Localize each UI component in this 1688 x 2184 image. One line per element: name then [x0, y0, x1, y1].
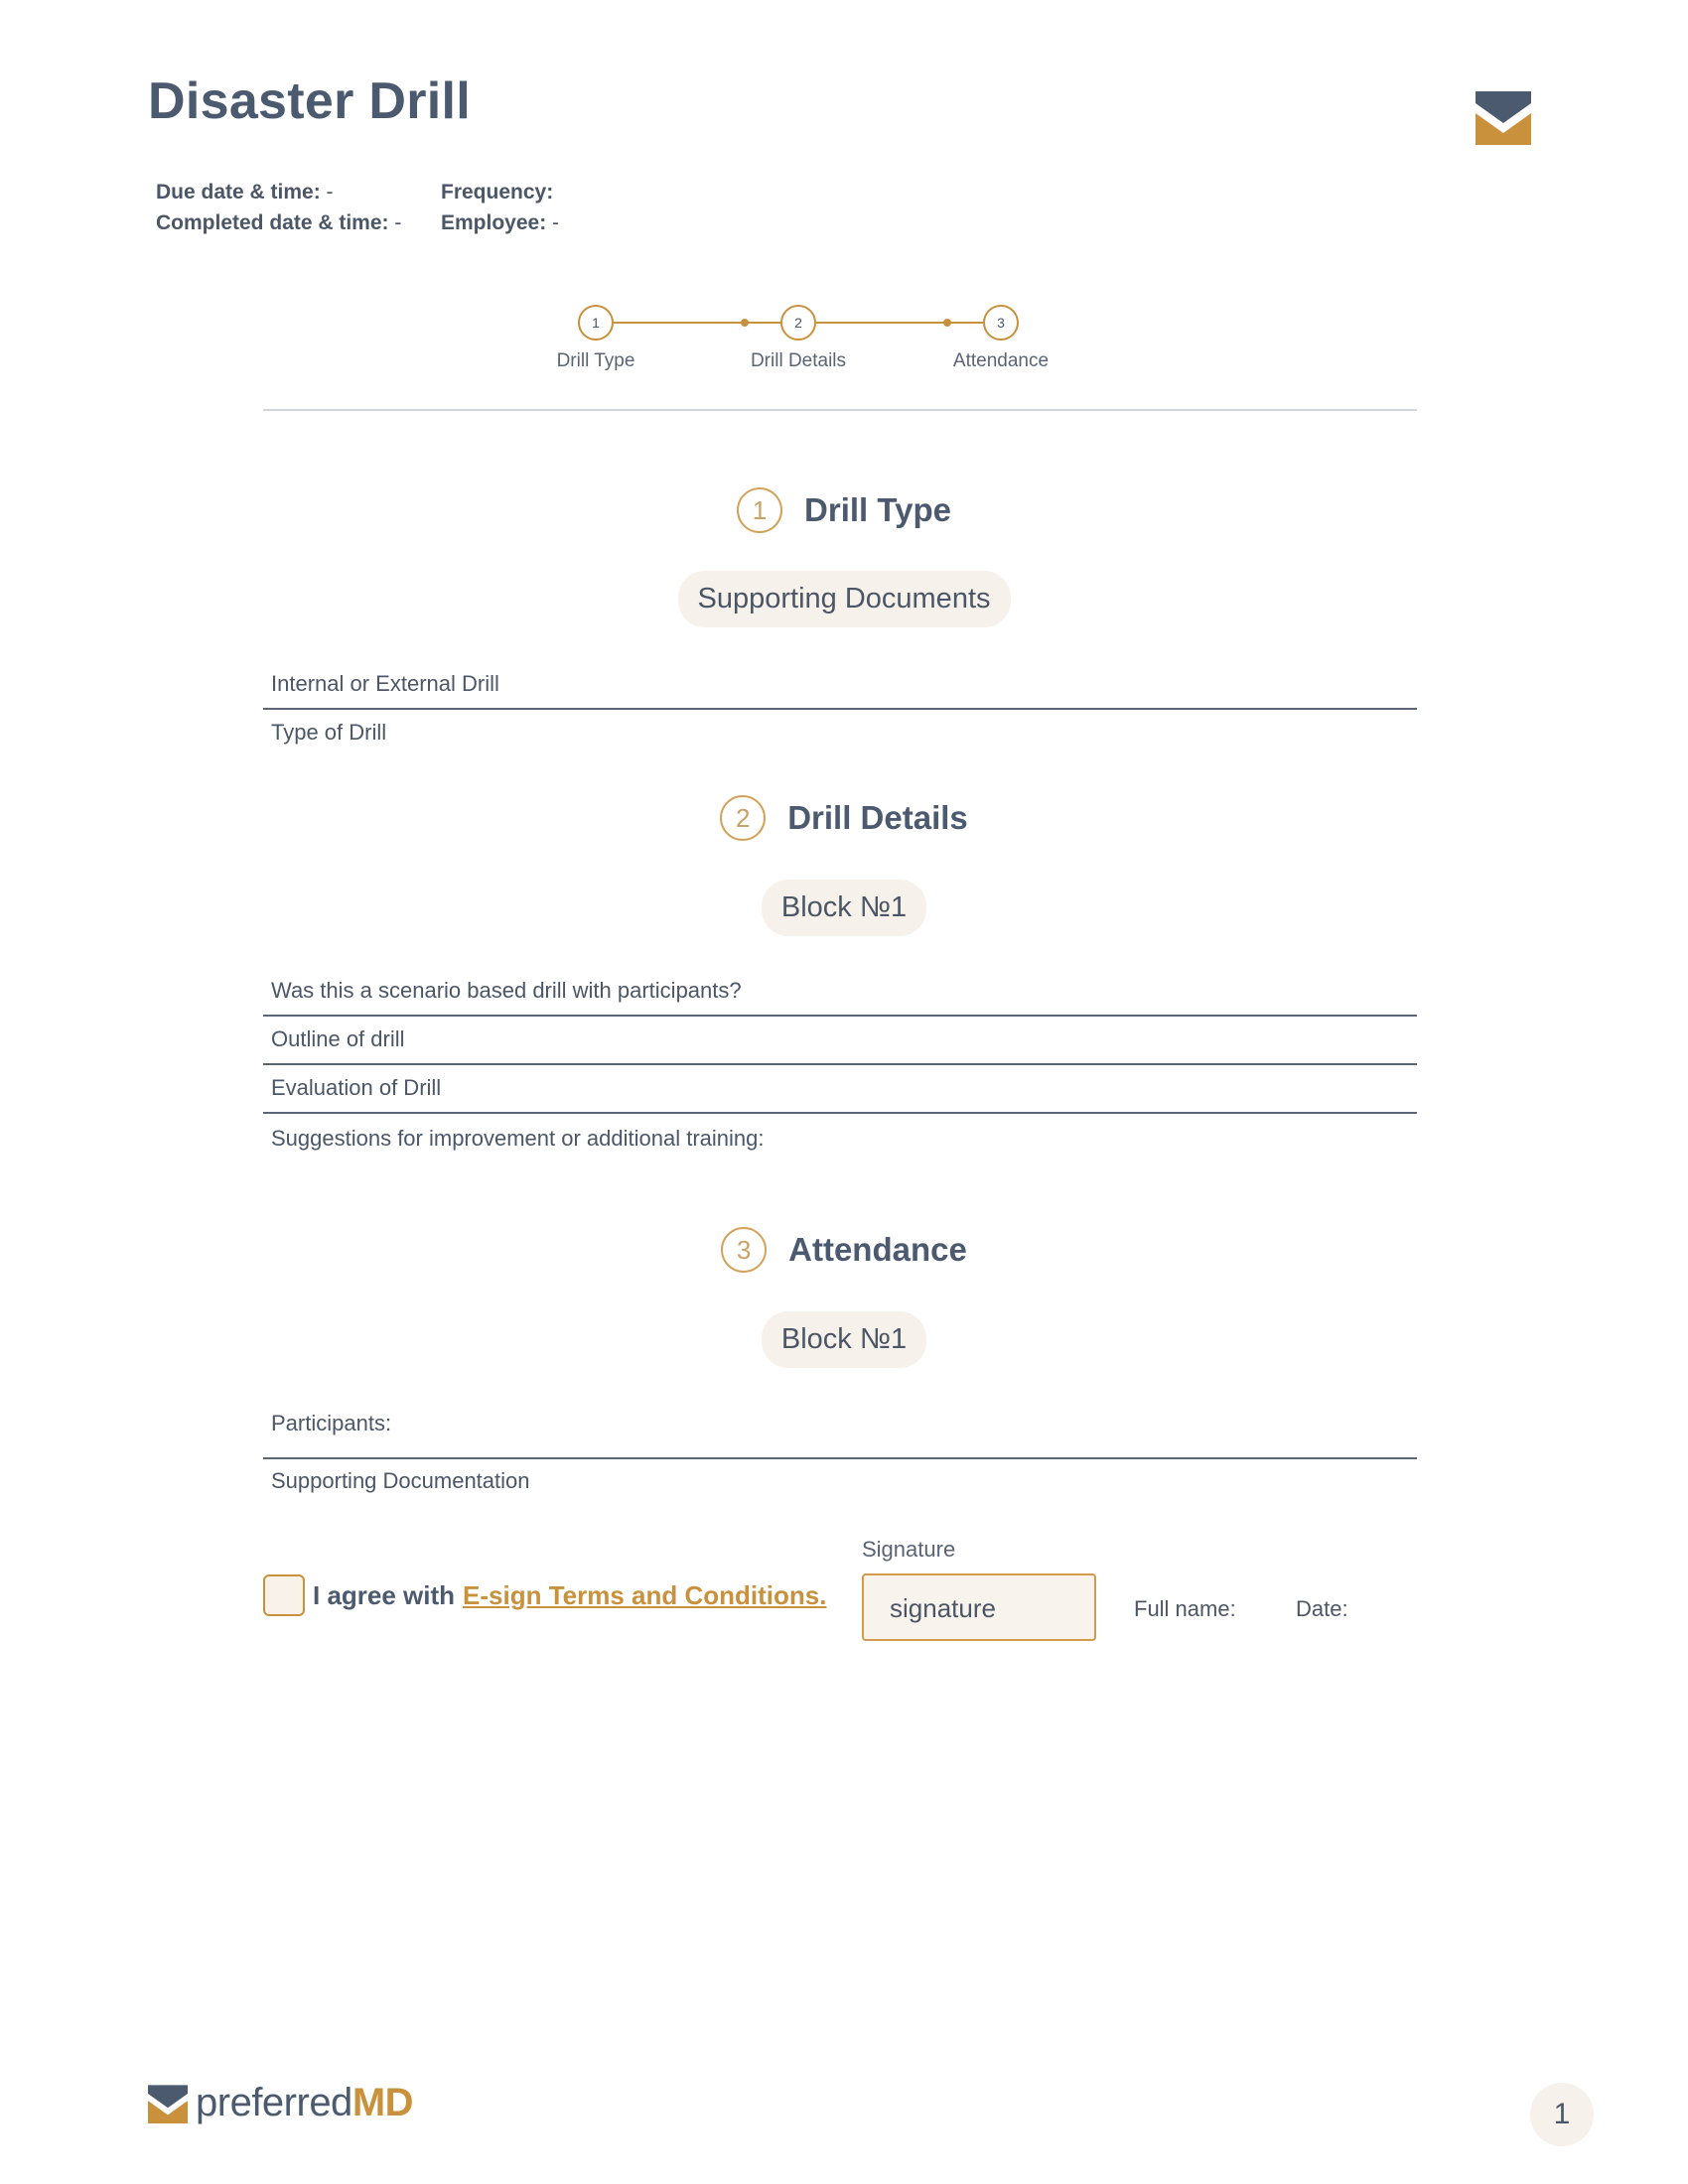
- step-connector: [816, 322, 983, 324]
- signature-label: Signature: [862, 1537, 956, 1562]
- date-label: Date:: [1296, 1596, 1348, 1621]
- fullname-label: Full name:: [1134, 1596, 1236, 1621]
- section-drill-type-header: [0, 487, 1688, 533]
- preferredmd-check-icon: [1476, 89, 1531, 145]
- step-connector: [614, 322, 780, 324]
- field-label: Suggestions for improvement or additional training:: [271, 1126, 765, 1151]
- step-1-circle[interactable]: 1: [578, 305, 614, 341]
- field-label: Supporting Documentation: [271, 1468, 530, 1493]
- employee-value: -: [552, 211, 560, 234]
- step-3-circle[interactable]: 3: [983, 305, 1019, 341]
- field-divider: [263, 1015, 1417, 1017]
- agree-checkbox[interactable]: [263, 1574, 305, 1616]
- block-label: Block №1: [762, 1311, 926, 1368]
- section-number: 3: [721, 1227, 767, 1273]
- section-number: 1: [737, 487, 782, 533]
- terms-link[interactable]: E-sign Terms and Conditions.: [463, 1579, 827, 1610]
- section-number: 2: [720, 795, 766, 841]
- section-title: Drill Type: [804, 491, 951, 528]
- meta-right: [441, 177, 559, 238]
- section-title: Attendance: [788, 1231, 967, 1268]
- footer-logo: [148, 2081, 413, 2125]
- brand-suffix: MD: [352, 2081, 414, 2124]
- section-drill-details-header: [0, 795, 1688, 841]
- step-3-label[interactable]: Attendance: [952, 350, 1050, 371]
- step-2-circle[interactable]: 2: [780, 305, 816, 341]
- field-divider: [263, 708, 1417, 710]
- field-label: Was this a scenario based drill with participants?: [271, 978, 742, 1003]
- header-divider: [263, 409, 1417, 411]
- page-title: Disaster Drill: [148, 72, 472, 130]
- step-dot: [741, 319, 749, 327]
- preferredmd-check-icon: [148, 2084, 188, 2123]
- brand-name: [196, 2081, 413, 2125]
- signature-field[interactable]: signature: [862, 1573, 1096, 1641]
- frequency-label: Frequency:: [441, 181, 554, 204]
- completed-date-label: Completed date & time:: [156, 211, 389, 234]
- field-divider: [263, 1457, 1417, 1459]
- block-pill: [0, 880, 1688, 936]
- field-label: Evaluation of Drill: [271, 1075, 442, 1100]
- field-label: Type of Drill: [271, 720, 387, 745]
- employee-row: [441, 207, 559, 238]
- due-date-label: Due date & time:: [156, 181, 321, 204]
- field-divider: [263, 1112, 1417, 1114]
- field-label: Internal or External Drill: [271, 671, 499, 696]
- due-date-row: [156, 177, 401, 207]
- frequency-row: [441, 177, 559, 207]
- step-1-label[interactable]: Drill Type: [556, 350, 635, 371]
- section-attendance-header: [0, 1227, 1688, 1273]
- field-label: Participants:: [271, 1411, 392, 1435]
- block-pill: [0, 1311, 1688, 1368]
- agree-text: I agree with: [313, 1579, 456, 1610]
- step-2-label[interactable]: Drill Details: [750, 350, 847, 371]
- page-number: 1: [1530, 2083, 1594, 2146]
- employee-label: Employee:: [441, 211, 547, 234]
- progress-stepper: [556, 305, 1132, 374]
- section-title: Drill Details: [787, 799, 968, 836]
- field-label: Outline of drill: [271, 1026, 405, 1051]
- block-label: Block №1: [762, 880, 926, 936]
- step-dot: [943, 319, 951, 327]
- due-date-value: -: [326, 181, 334, 204]
- completed-date-row: [156, 207, 401, 238]
- block-label: Supporting Documents: [678, 571, 1011, 627]
- meta-left: [156, 177, 401, 238]
- esign-agreement: [263, 1574, 826, 1616]
- block-pill: [0, 571, 1688, 627]
- field-divider: [263, 1063, 1417, 1065]
- brand-prefix: preferred: [196, 2081, 352, 2124]
- completed-date-value: -: [394, 211, 402, 234]
